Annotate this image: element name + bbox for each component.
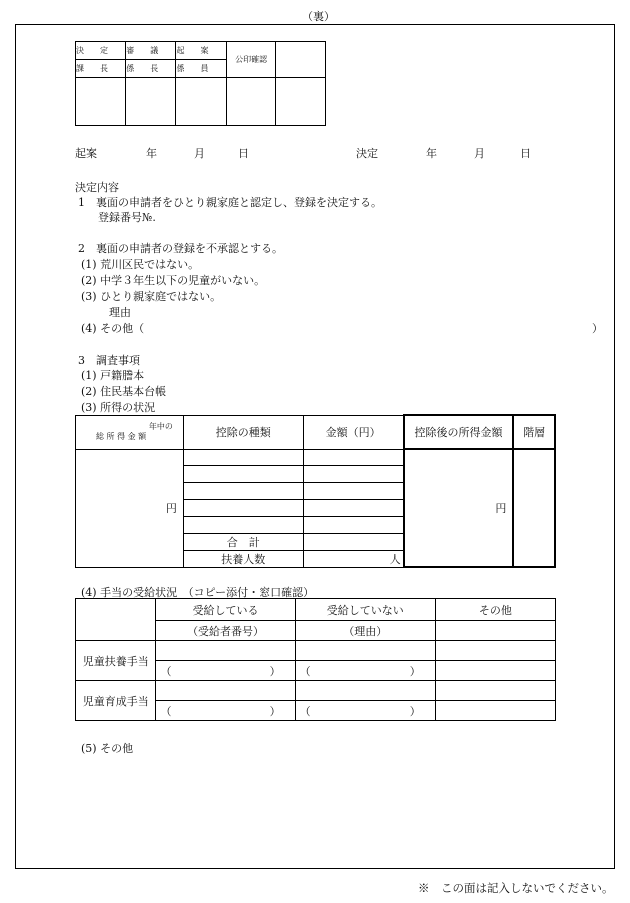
tier-cell[interactable] [513, 449, 555, 567]
allowance-header-empty [76, 599, 156, 641]
header-receiving: 受給している [156, 599, 295, 621]
deduction-amount-row[interactable] [303, 516, 404, 533]
income-header-deduction-type: 控除の種類 [183, 415, 303, 449]
other-cell[interactable] [435, 641, 555, 661]
reason-other: (4) その他（ [81, 322, 145, 335]
stamp-cell-staff: 係 員 [176, 60, 226, 78]
receiving-cell[interactable] [156, 681, 295, 701]
allowance-title: (4) 手当の受給状況 （コピー添付・窓口確認） [81, 586, 315, 599]
page-marker: （裏） [302, 10, 335, 23]
row-label-child-support: 児童扶養手当 [76, 641, 156, 681]
draft-date-label: 起案 [75, 147, 97, 160]
deduction-total-amount[interactable] [303, 533, 404, 550]
other-cell[interactable] [435, 681, 555, 701]
subheader-recipient-number: （受給者番号） [156, 621, 295, 641]
decision-day: 日 [520, 147, 531, 160]
reason-field[interactable]: （ ） [295, 701, 435, 721]
draft-month: 月 [194, 147, 205, 160]
not-receiving-cell[interactable] [295, 641, 435, 661]
header-not-receiving: 受給していない [295, 599, 435, 621]
row-label-child-rearing: 児童育成手当 [76, 681, 156, 721]
income-header-after-deduction: 控除後の所得金額 [404, 415, 514, 449]
other-field[interactable] [435, 661, 555, 681]
survey-item-3: (3) 所得の状況 [81, 401, 156, 414]
stamp-slot[interactable] [76, 78, 126, 126]
allowance-table [75, 598, 556, 721]
dependents-label: 扶養人数 [183, 550, 303, 567]
reason-3: (3) ひとり親家庭ではない。 [81, 290, 222, 303]
stamp-slot[interactable] [276, 78, 326, 126]
not-receiving-cell[interactable] [295, 681, 435, 701]
deduction-total-label: 合 計 [183, 533, 303, 550]
reason-1: (1) 荒川区民ではない。 [81, 258, 200, 271]
deduction-type-row[interactable] [183, 516, 303, 533]
deduction-amount-row[interactable] [303, 482, 404, 499]
reason-label: 理由 [109, 306, 131, 319]
stamp-cell-review: 審 議 [126, 42, 176, 60]
income-after-deduction-cell[interactable]: 円 [404, 449, 514, 567]
income-header-amount: 金額（円） [303, 415, 404, 449]
subheader-other [435, 621, 555, 641]
total-income-cell[interactable]: 円 [76, 449, 184, 567]
survey-item-2: (2) 住民基本台帳 [81, 385, 167, 398]
survey-item-1: (1) 戸籍謄本 [81, 369, 145, 382]
approval-stamp-box [75, 41, 326, 126]
deduction-type-row[interactable] [183, 499, 303, 516]
receiving-cell[interactable] [156, 641, 295, 661]
deduction-type-row[interactable] [183, 465, 303, 482]
decision-item-2: 2 裏面の申請者の登録を不承認とする。 [78, 242, 283, 255]
other-field[interactable] [435, 701, 555, 721]
decision-title: 決定内容 [75, 181, 119, 194]
reason-other-close: ） [592, 322, 603, 335]
draft-day: 日 [238, 147, 249, 160]
dependents-count[interactable]: 人 [303, 550, 404, 567]
deduction-amount-row[interactable] [303, 499, 404, 516]
subheader-reason: （理由） [295, 621, 435, 641]
stamp-cell-section-chief: 課 長 [76, 60, 126, 78]
survey-title: 3 調査事項 [78, 354, 140, 367]
reason-field[interactable]: （ ） [295, 661, 435, 681]
recipient-number-field[interactable]: （ ） [156, 661, 295, 681]
deduction-type-row[interactable] [183, 449, 303, 465]
income-header-tier: 階層 [513, 415, 555, 449]
stamp-slot[interactable] [126, 78, 176, 126]
seal-check-cell: 公印確認 [226, 42, 276, 78]
deduction-type-row[interactable] [183, 482, 303, 499]
deduction-amount-row[interactable] [303, 449, 404, 465]
stamp-extra-cell [276, 42, 326, 78]
stamp-slot[interactable] [176, 78, 226, 126]
income-table [75, 414, 556, 568]
recipient-number-field[interactable]: （ ） [156, 701, 295, 721]
footer-note: ※ この面は記入しないでください。 [418, 881, 614, 895]
registration-number-label: 登録番号№. [98, 211, 156, 224]
decision-date-label: 決定 [356, 147, 378, 160]
other-5-label: (5) その他 [81, 742, 134, 755]
decision-year: 年 [426, 147, 437, 160]
deduction-amount-row[interactable] [303, 465, 404, 482]
decision-month: 月 [474, 147, 485, 160]
stamp-cell-decision: 決 定 [76, 42, 126, 60]
header-other: その他 [435, 599, 555, 621]
stamp-cell-draft: 起 案 [176, 42, 226, 60]
decision-item-1: 1 裏面の申請者をひとり親家庭と認定し、登録を決定する。 [78, 196, 382, 209]
stamp-slot[interactable] [226, 78, 276, 126]
reason-2: (2) 中学３年生以下の児童がいない。 [81, 274, 266, 287]
draft-year: 年 [146, 147, 157, 160]
stamp-cell-chief: 係 長 [126, 60, 176, 78]
income-header-total: 年中の 総 所 得 金 額 [76, 415, 184, 449]
